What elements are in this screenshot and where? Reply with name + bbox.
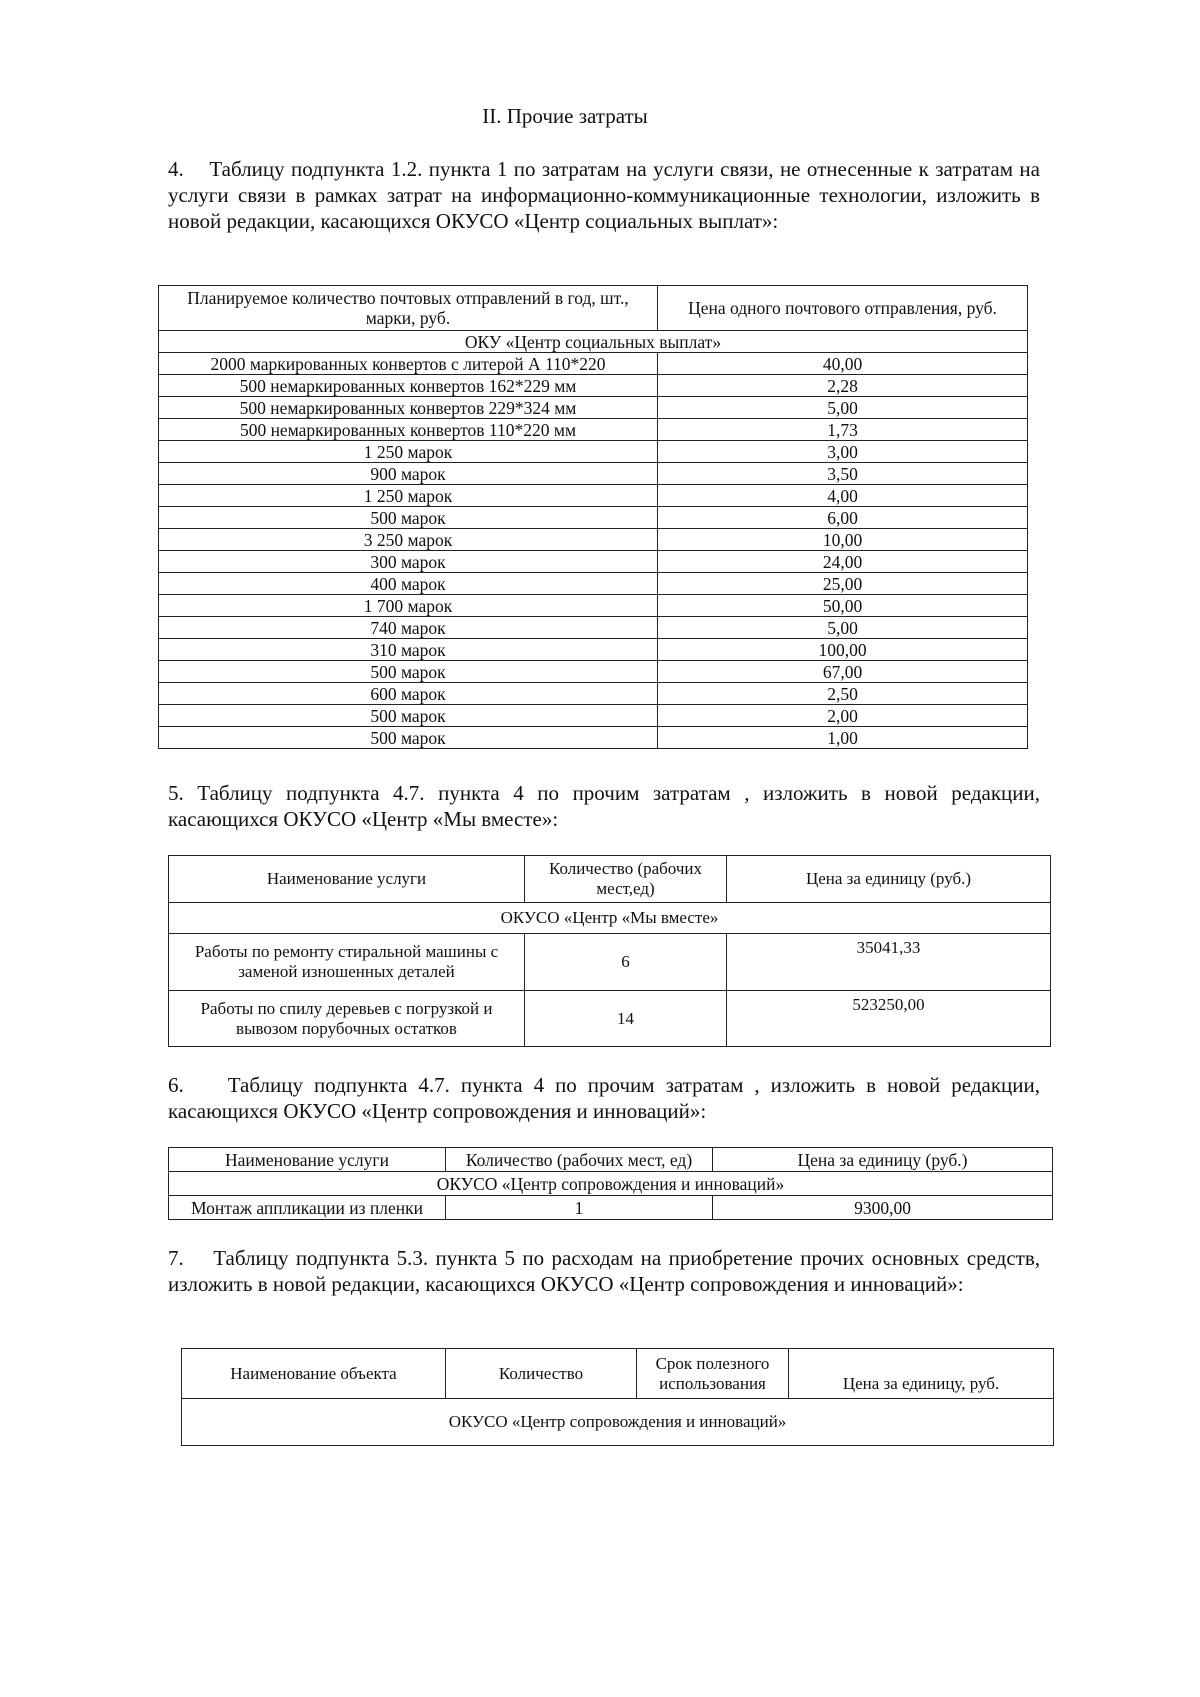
group-row: ОКУСО «Центр сопровождения и инноваций» <box>169 1172 1053 1196</box>
cell-price: 9300,00 <box>713 1196 1053 1220</box>
cell-quantity: 1 700 марок <box>159 595 658 617</box>
cell-price: 24,00 <box>658 551 1028 573</box>
paragraph-4: 4. Таблицу подпункта 1.2. пункта 1 по затратам на услуги связи, не отнесенные к затратам на услуги связи в рамках затрат на информационно-коммуникационные технологии, изложить в новой редакции, касающихся ОКУСО «Центр социальных выплат»: <box>168 157 1040 233</box>
cell-quantity: 300 марок <box>159 551 658 573</box>
cell-price: 40,00 <box>658 353 1028 375</box>
header-object: Наименование объекта <box>182 1349 446 1399</box>
table-row <box>159 419 1028 441</box>
header-service: Наименование услуги <box>169 1148 446 1172</box>
cell-price: 2,00 <box>658 705 1028 727</box>
header-quantity: Планируемое количество почтовых отправлений в год, шт., марки, руб. <box>159 286 658 331</box>
cell-quantity: 1 250 марок <box>159 485 658 507</box>
cell-count: 6 <box>525 934 727 991</box>
cell-quantity: 740 марок <box>159 617 658 639</box>
cell-price: 35041,33 <box>727 934 1051 991</box>
table-row <box>159 661 1028 683</box>
group-row: ОКУ «Центр социальных выплат» <box>159 331 1028 353</box>
table-services-support <box>168 1147 1053 1220</box>
table-row <box>169 991 1051 1047</box>
cell-quantity: 500 марок <box>159 661 658 683</box>
table-row <box>159 727 1028 749</box>
cell-service: Работы по ремонту стиральной машины с заменой изношенных деталей <box>169 934 525 991</box>
table-fixed-assets <box>181 1348 1054 1446</box>
cell-price: 523250,00 <box>727 991 1051 1047</box>
table-row <box>159 485 1028 507</box>
cell-price: 3,00 <box>658 441 1028 463</box>
section-title: II. Прочие затраты <box>482 104 648 128</box>
header-price: Цена одного почтового отправления, руб. <box>658 286 1028 331</box>
paragraph-7: 7. Таблицу подпункта 5.3. пункта 5 по расходам на приобретение прочих основных средств, изложить в новой редакции, касающихся ОКУСО «Центр сопровождения и инноваций»: <box>168 1246 1040 1296</box>
table-row <box>159 617 1028 639</box>
cell-quantity: 400 марок <box>159 573 658 595</box>
table-row <box>159 595 1028 617</box>
group-row: ОКУСО «Центр сопровождения и инноваций» <box>182 1399 1054 1446</box>
cell-quantity: 500 марок <box>159 727 658 749</box>
cell-price: 6,00 <box>658 507 1028 529</box>
cell-quantity: 3 250 марок <box>159 529 658 551</box>
cell-quantity: 500 немаркированных конвертов 110*220 мм <box>159 419 658 441</box>
cell-quantity: 500 марок <box>159 507 658 529</box>
cell-service: Монтаж аппликации из пленки <box>169 1196 446 1220</box>
table-services-together <box>168 855 1051 1047</box>
cell-quantity: 1 250 марок <box>159 441 658 463</box>
cell-price: 3,50 <box>658 463 1028 485</box>
cell-quantity: 900 марок <box>159 463 658 485</box>
table-row <box>169 934 1051 991</box>
table-row <box>159 463 1028 485</box>
header-count: Количество (рабочих мест,ед) <box>525 856 727 903</box>
cell-quantity: 2000 маркированных конвертов с литерой А 110*220 <box>159 353 658 375</box>
cell-price: 5,00 <box>658 617 1028 639</box>
table-row <box>159 683 1028 705</box>
header-price: Цена за единицу (руб.) <box>727 856 1051 903</box>
cell-quantity: 500 марок <box>159 705 658 727</box>
cell-quantity: 310 марок <box>159 639 658 661</box>
table-row <box>159 397 1028 419</box>
cell-count: 14 <box>525 991 727 1047</box>
cell-count: 1 <box>446 1196 713 1220</box>
table-row <box>159 375 1028 397</box>
header-service: Наименование услуги <box>169 856 525 903</box>
table-row <box>159 353 1028 375</box>
header-quantity: Количество <box>446 1349 637 1399</box>
cell-price: 1,73 <box>658 419 1028 441</box>
table-row <box>159 507 1028 529</box>
cell-price: 4,00 <box>658 485 1028 507</box>
cell-price: 50,00 <box>658 595 1028 617</box>
cell-price: 100,00 <box>658 639 1028 661</box>
cell-price: 10,00 <box>658 529 1028 551</box>
cell-price: 2,50 <box>658 683 1028 705</box>
cell-price: 67,00 <box>658 661 1028 683</box>
cell-price: 1,00 <box>658 727 1028 749</box>
table-row <box>159 639 1028 661</box>
paragraph-5: 5. Таблицу подпункта 4.7. пункта 4 по прочим затратам , изложить в новой редакции, касающихся ОКУСО «Центр «Мы вместе»: <box>168 781 1040 831</box>
paragraph-6: 6. Таблицу подпункта 4.7. пункта 4 по прочим затратам , изложить в новой редакции, касающихся ОКУСО «Центр сопровождения и инноваций»: <box>168 1073 1040 1123</box>
cell-quantity: 600 марок <box>159 683 658 705</box>
table-row <box>159 529 1028 551</box>
cell-price: 2,28 <box>658 375 1028 397</box>
table-row <box>159 705 1028 727</box>
cell-price: 25,00 <box>658 573 1028 595</box>
table-postal <box>158 285 1028 749</box>
group-row: ОКУСО «Центр «Мы вместе» <box>169 903 1051 934</box>
header-price: Цена за единицу (руб.) <box>713 1148 1053 1172</box>
header-price: Цена за единицу, руб. <box>789 1349 1054 1399</box>
cell-price: 5,00 <box>658 397 1028 419</box>
cell-quantity: 500 немаркированных конвертов 229*324 мм <box>159 397 658 419</box>
table-row <box>169 1196 1053 1220</box>
cell-quantity: 500 немаркированных конвертов 162*229 мм <box>159 375 658 397</box>
table-row <box>159 551 1028 573</box>
table-row <box>159 573 1028 595</box>
header-lifetime: Срок полезного использования <box>637 1349 789 1399</box>
table-row <box>159 441 1028 463</box>
cell-service: Работы по спилу деревьев с погрузкой и вывозом порубочных остатков <box>169 991 525 1047</box>
header-count: Количество (рабочих мест, ед) <box>446 1148 713 1172</box>
